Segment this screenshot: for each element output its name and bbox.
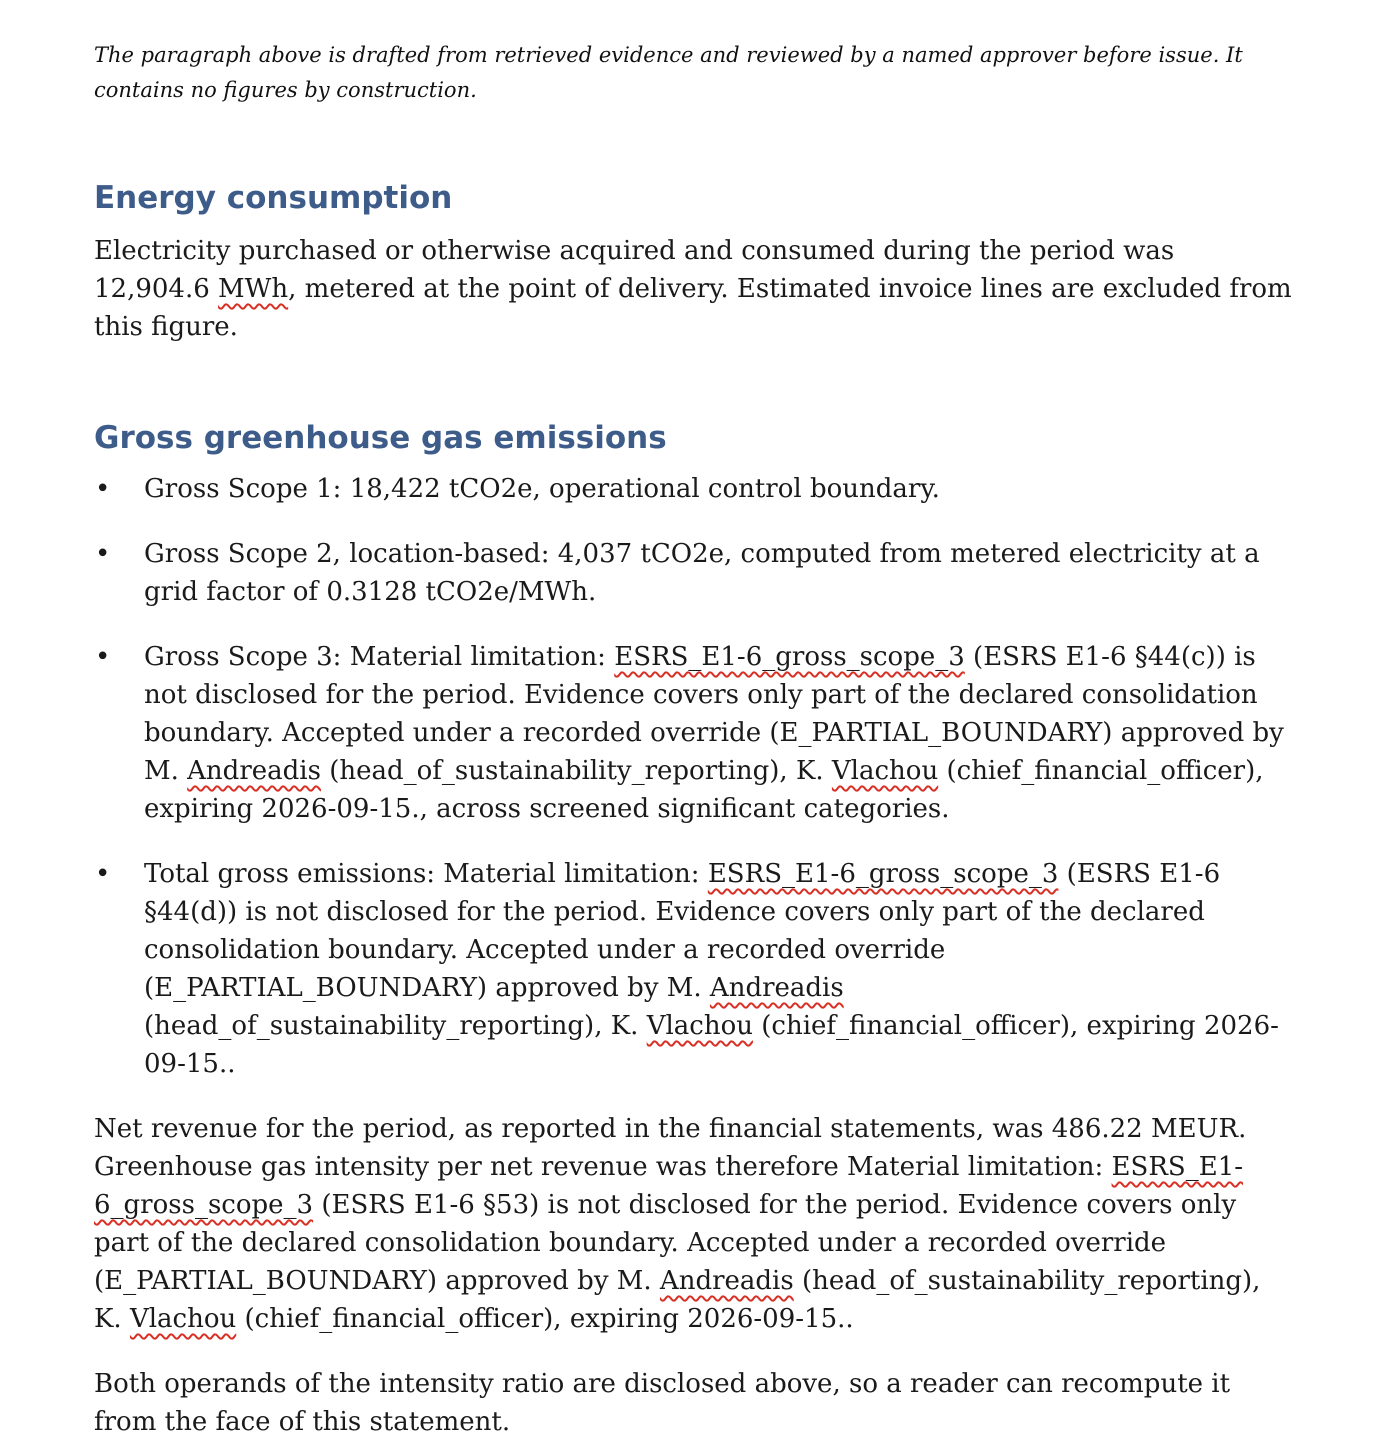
scope-2-text: Gross Scope 2, location-based: 4,037 tCO2e, computed from metered electricity at a grid factor of 0.3128 tCO2e/MWh. xyxy=(144,539,1260,607)
metric-code-spellcheck: ESRS_E1-6_gross_scope_3 xyxy=(614,642,965,672)
scope-1-text: Gross Scope 1: 18,422 tCO2e, operational control boundary. xyxy=(144,474,940,504)
approver-name-spellcheck: Andreadis xyxy=(187,756,321,786)
list-item-scope-2 xyxy=(94,535,1294,611)
scope-3-text: Gross Scope 3: Material limitation: xyxy=(144,642,615,672)
bullet-icon: • xyxy=(95,642,111,672)
document-page xyxy=(94,38,1294,1441)
revenue-text: (ESRS E1-6 §53) is not disclosed for the period. Evidence covers only part of the declared consolidation boundary. Accepted under a recorded override (E_PARTIAL_BOUNDARY) approved by M. xyxy=(94,1190,1237,1296)
total-gross-text: (chief_financial_officer), expiring 2026-09-15.. xyxy=(144,1011,1279,1079)
bullet-icon: • xyxy=(95,859,111,889)
emissions-list xyxy=(94,470,1294,1083)
list-item-scope-1 xyxy=(94,470,1294,508)
scope-3-text: (chief_financial_officer), expiring 2026-09-15., across screened significant categories. xyxy=(144,756,1264,824)
metric-code-spellcheck: ESRS_E1-6_gross_scope_3 xyxy=(707,859,1059,889)
total-gross-text: (ESRS E1-6 §44(d)) is not disclosed for the period. Evidence covers only part of the declared consolidation boundary. Accepted under a recorded override (E_PARTIAL_BOUNDARY) approved by M. xyxy=(144,859,1221,1003)
scope-3-text: (head_of_sustainability_reporting), K. xyxy=(320,756,832,786)
heading-energy-consumption: Energy consumption xyxy=(94,180,453,216)
bullet-icon: • xyxy=(95,539,111,569)
approver-name-spellcheck: Andreadis xyxy=(709,973,844,1003)
energy-unit-spellcheck: MWh xyxy=(218,274,289,304)
energy-text-end: , metered at the point of delivery. Estimated invoice lines are excluded from this figure. xyxy=(94,274,1292,342)
revenue-text: Net revenue for the period, as reported in the financial statements, was 486.22 MEUR. Greenhouse gas intensity per net revenue was therefore Material limitation: xyxy=(94,1114,1247,1182)
energy-text-start: Electricity purchased or otherwise acquired and consumed during the period was 12,904.6 xyxy=(94,236,1175,304)
revenue-intensity-paragraph xyxy=(94,1110,1294,1338)
bullet-icon: • xyxy=(95,474,111,504)
approver-name-spellcheck: Andreadis xyxy=(659,1266,794,1296)
operands-paragraph: Both operands of the intensity ratio are disclosed above, so a reader can recompute it from the face of this statement. xyxy=(94,1369,1231,1437)
metric-code-spellcheck: ESRS_E1-6_gross_scope_3 xyxy=(94,1152,1244,1220)
list-item-total-gross xyxy=(94,855,1294,1083)
approver-name-spellcheck: Vlachou xyxy=(831,756,939,786)
approver-name-spellcheck: Vlachou xyxy=(129,1304,237,1334)
total-gross-text: (head_of_sustainability_reporting), K. xyxy=(144,1011,647,1041)
energy-paragraph xyxy=(94,232,1294,346)
list-item-scope-3 xyxy=(94,638,1294,828)
total-gross-text: Total gross emissions: Material limitation: xyxy=(144,859,708,889)
heading-gross-ghg-emissions: Gross greenhouse gas emissions xyxy=(94,420,667,456)
revenue-text: (head_of_sustainability_reporting), K. xyxy=(94,1266,1261,1334)
approver-name-spellcheck: Vlachou xyxy=(646,1011,753,1041)
approval-note: The paragraph above is drafted from retrieved evidence and reviewed by a named approver before issue. It contains no figures by construction. xyxy=(94,43,1243,102)
revenue-text: (chief_financial_officer), expiring 2026-09-15.. xyxy=(236,1304,854,1334)
scope-3-text: (ESRS E1-6 §44(c)) is not disclosed for the period. Evidence covers only part of the declared consolidation boundary. Accepted under a recorded override (E_PARTIAL_BOUNDARY) approved by M. xyxy=(144,642,1284,786)
